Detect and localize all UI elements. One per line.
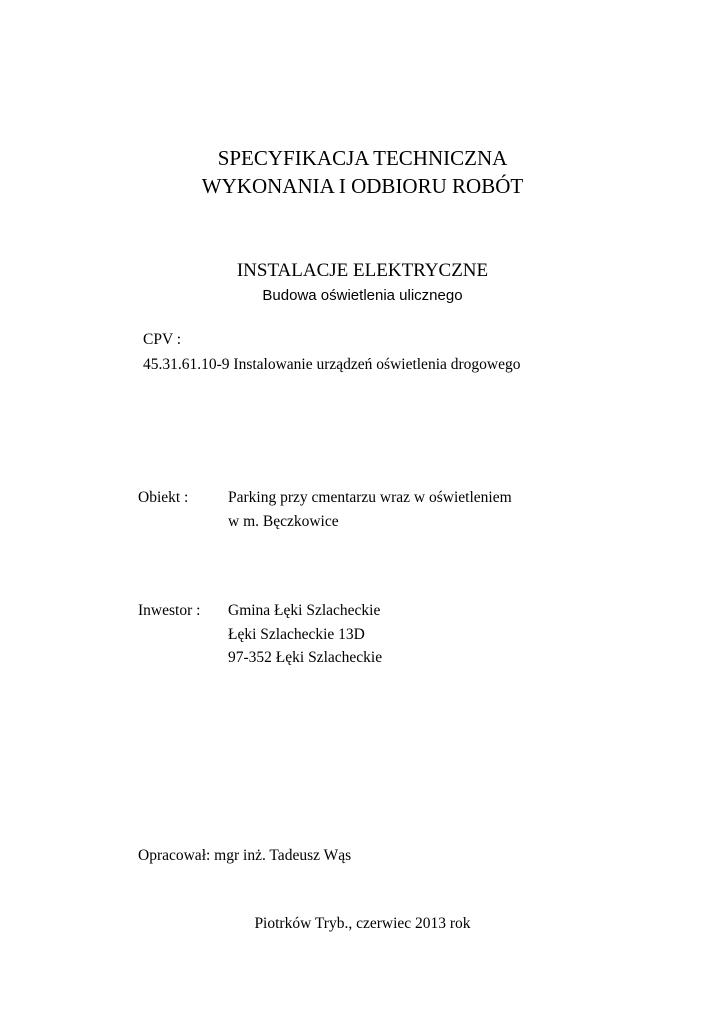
- section-title: INSTALACJE ELEKTRYCZNE: [236, 260, 489, 281]
- obiekt-label: Obiekt :: [138, 489, 189, 506]
- inwestor-line-1: Gmina Łęki Szlacheckie: [228, 602, 381, 619]
- cpv-label: CPV :: [143, 331, 182, 348]
- inwestor-line-2: Łęki Szlacheckie 13D: [228, 626, 365, 643]
- document-title-line-2: WYKONANIA I ODBIORU ROBÓT: [201, 174, 524, 198]
- obiekt-line-2: w m. Bęczkowice: [228, 513, 339, 530]
- inwestor-label: Inwestor :: [138, 602, 201, 619]
- inwestor-line-3: 97-352 Łęki Szlacheckie: [228, 649, 383, 666]
- author-line: Opracował: mgr inż. Tadeusz Wąs: [138, 847, 352, 864]
- obiekt-line-1: Parking przy cmentarzu wraz w oświetleniem: [228, 489, 512, 506]
- document-title-line-1: SPECYFIKACJA TECHNICZNA: [217, 146, 508, 170]
- section-subtitle: Budowa oświetlenia ulicznego: [262, 287, 463, 304]
- cpv-code-line: 45.31.61.10-9 Instalowanie urządzeń oświetlenia drogowego: [143, 356, 521, 373]
- place-date-footer: Piotrków Tryb., czerwiec 2013 rok: [254, 915, 471, 932]
